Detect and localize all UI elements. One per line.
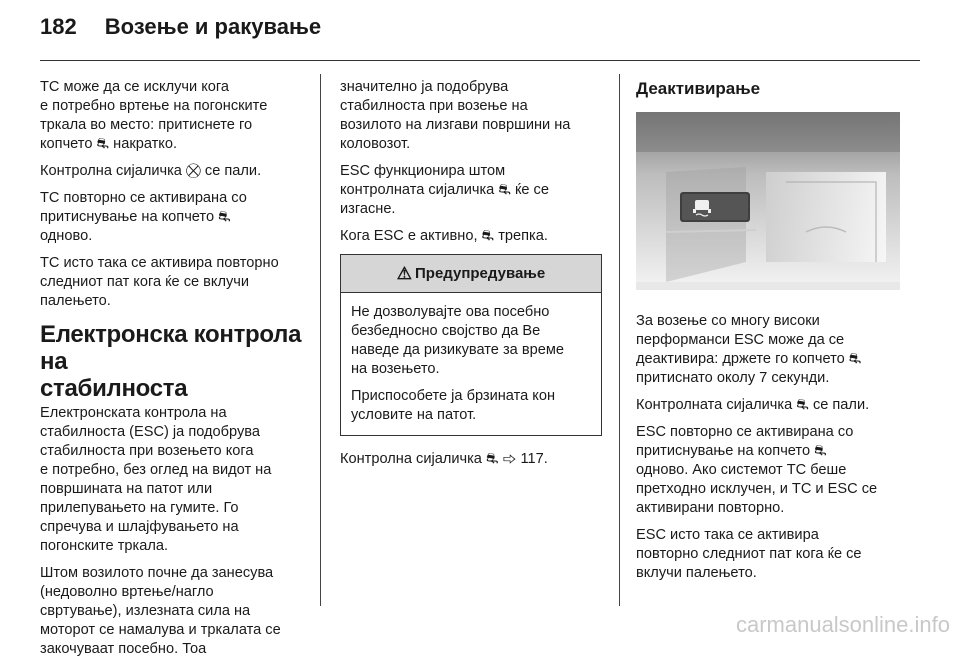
tc-off-paragraph: ТС може да се исклучи кога е потребно вртење на погонските тркала во место: притиснете го копчето ⛐ накратко. [40,79,268,152]
warning-paragraph-2: Приспособете ја брзината кон условите на патот. [351,388,556,423]
warning-header [341,255,601,293]
warning-title: Предупредување [415,265,546,282]
page-header [40,14,321,44]
warning-body [341,293,601,435]
esc-reactivate-paragraph: ESC повторно се активирана со притиснување на копчето ⛐ одново. Ако системот ТС беше претходно исклучен, и ТС и ESC се активирани повторно. [636,424,878,516]
tc-indicator-paragraph: Контролна сијаличка ⛒ се пали. [40,163,262,179]
esc-flashes-paragraph: Кога ESC е активно, ⛐ трепка. [340,228,548,244]
section-heading-esc: Електронска контрола на стабилноста [40,321,302,402]
esc-ignition-paragraph: ESC исто така се активира повторно следниот пат кога ќе се вклучи палењето. [636,527,862,581]
section-heading-deactivation: Деактивирање [636,79,761,98]
column-divider-1 [320,74,321,606]
page-number: 182 [40,14,77,39]
tc-reactivate-paragraph: ТС повторно се активирана со притиснување на копчето ⛐ одново. [40,190,247,244]
esc-improves-paragraph: значително ја подобрува стабилноста при возење на возилото на лизгави површини на коловозот. [340,79,571,152]
esc-skid-paragraph: Штом возилото почне да занесува (недоволно вртење/нагло свртување), излезната сила на моторот се намалува и тркалата се закочуваат посебно. Тоа [40,565,281,657]
watermark: carmanualsonline.info [735,612,950,637]
esc-operates-paragraph: ESC функционира штом контролната сијаличка ⛐ ќе се изгасне. [340,163,549,217]
dashboard-illustration [636,112,900,290]
warning-triangle-icon: ⚠ [396,264,412,283]
warning-paragraph-1: Не дозволувајте ова посебно безбедносно својство да Ве наведе да ризикувате за време на возењето. [351,304,564,377]
page-title: Возење и ракување [104,14,322,39]
column-1 [40,78,306,667]
esc-intro-paragraph: Електронската контрола на стабилноста (ESC) ја подобрува стабилноста при возењето кога е потребно, без оглед на видот на површината на патот или прилепувањето на гумите. Го спречува и шлајфувањето на погонските тркала. [40,405,272,554]
deactivate-indicator-paragraph: Контролната сијаличка ⛐ се пали. [636,397,870,413]
tc-ignition-paragraph: ТС исто така се активира повторно следниот пат кога ќе се вклучи палењето. [40,255,279,309]
header-rule [40,60,920,61]
column-divider-2 [619,74,620,606]
esc-button-photo [636,112,900,290]
warning-box [340,254,602,436]
column-3 [636,78,916,591]
indicator-reference-paragraph: Контролна сијаличка ⛐ ⇨ 117. [340,451,548,467]
deactivate-paragraph: За возење со многу високи перформанси ESC може да се деактивира: држете го копчето ⛐ притиснато околу 7 секунди. [636,313,862,386]
column-2 [340,78,606,477]
